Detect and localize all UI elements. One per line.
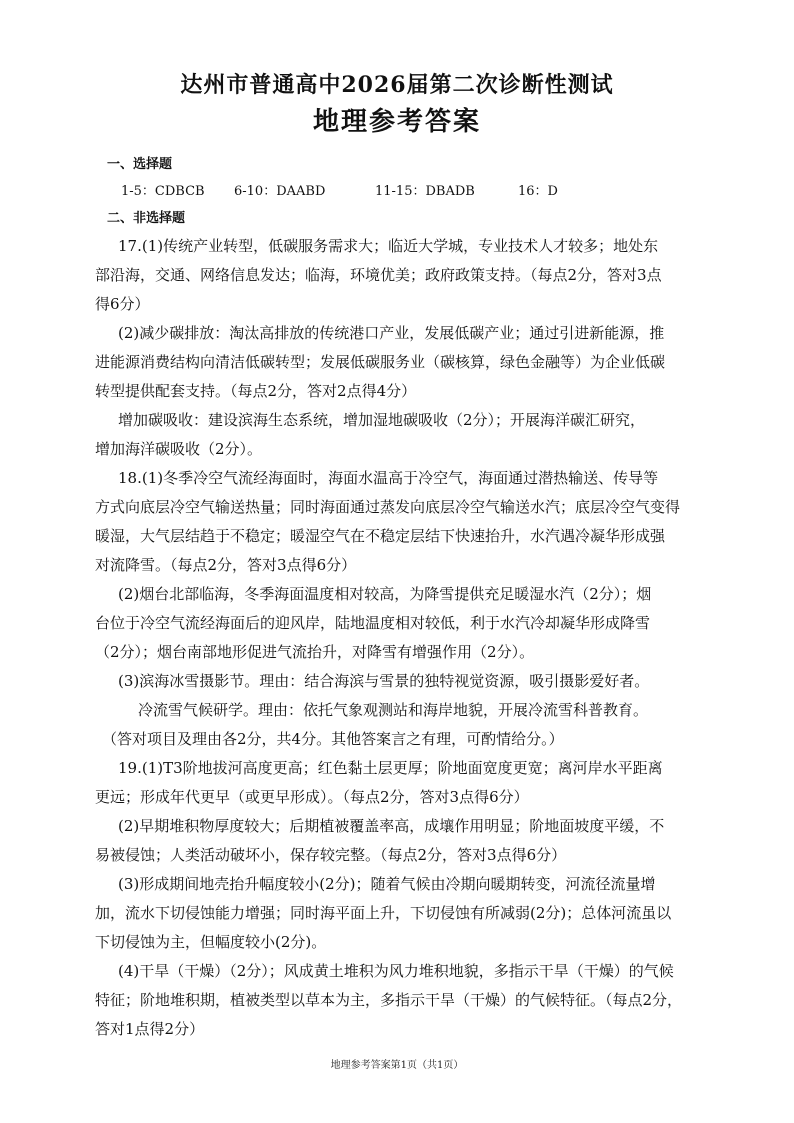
answer-line: 易被侵蚀；人类活动破坏小，保存较完整。（每点2分，答对3点得6分） [95, 846, 567, 864]
answer-line: (2)早期堆积物厚度较大；后期植被覆盖率高，成壤作用明显；阶地面坡度平缓，不 [118, 817, 665, 835]
answer-line: (3)滨海冰雪摄影节。理由：结合海滨与雪景的独特视觉资源，吸引摄影爱好者。 [118, 672, 650, 690]
answer-line: 暖湿，大气层结趋于不稳定；暖湿空气在不稳定层结下快速抬升，水汽遇冷凝华形成强 [95, 527, 666, 545]
answer-line: 特征；阶地堆积期，植被类型以草本为主，多指示干旱（干燥）的气候特征。（每点2分， [95, 991, 683, 1009]
exam-title: 达州市普通高中2026届第二次诊断性测试 [180, 72, 614, 98]
mc-answer-group: 6-10：DAABD [234, 184, 326, 199]
answer-line: 台位于冷空气流经海面后的迎风岸，陆地温度相对较低，利于水汽冷却凝华形成降雪 [95, 614, 651, 632]
answer-line: 方式向底层冷空气输送热量；同时海面通过蒸发向底层冷空气输送水汽；底层冷空气变得 [95, 498, 681, 516]
answer-line: 18.(1)冬季冷空气流经海面时，海面水温高于冷空气，海面通过潜热输送、传导等 [118, 469, 659, 487]
answer-key-title: 地理参考答案 [312, 107, 481, 137]
answer-line: (2)减少碳排放：淘汰高排放的传统港口产业，发展低碳产业；通过引进新能源，推 [118, 324, 665, 342]
section-heading-multiple-choice: 一、选择题 [107, 157, 173, 172]
answer-line: 增加碳吸收：建设滨海生态系统，增加湿地碳吸收（2分）；开展海洋碳汇研究， [118, 411, 646, 429]
answer-line: 进能源消费结构向清洁低碳转型；发展低碳服务业（碳核算，绿色金融等）为企业低碳 [95, 353, 666, 371]
multiple-choice-answers [0, 180, 794, 198]
answer-line: 更远；形成年代更早（或更早形成）。（每点2分，答对3点得6分） [95, 788, 529, 806]
mc-answer-group: 16：D [518, 184, 558, 199]
answer-line: 对流降雪。（每点2分，答对3点得6分） [95, 556, 357, 574]
answer-line: 冷流雪气候研学。理由：依托气象观测站和海岸地貌，开展冷流雪科普教育。 [138, 701, 649, 719]
answer-line: （答对项目及理由各2分，共4分。其他答案言之有理，可酌情给分。） [102, 730, 564, 748]
section-heading-free-response: 二、非选择题 [107, 211, 186, 226]
mc-answer-group: 11-15：DBADB [375, 184, 475, 199]
answer-line: 加，流水下切侵蚀能力增强；同时海平面上升，下切侵蚀有所减弱(2分)；总体河流虽以 [95, 904, 672, 922]
mc-answer-group: 1-5：CDBCB [121, 184, 205, 199]
answer-line: (4)干旱（干燥）（2分）；风成黄土堆积为风力堆积地貌，多指示干旱（干燥）的气候 [118, 962, 674, 980]
answer-line: 转型提供配套支持。（每点2分，答对2点得4分） [95, 382, 417, 400]
answer-line: 下切侵蚀为主，但幅度较小(2分)。 [95, 933, 327, 951]
answer-line: 19.(1)T3阶地拔河高度更高；红色黏土层更厚；阶地面宽度更宽；离河岸水平距离 [118, 759, 663, 777]
answer-line: 答对1点得2分） [95, 1020, 205, 1038]
answer-line: 部沿海，交通、网络信息发达；临海，环境优美；政府政策支持。（每点2分，答对3点 [95, 266, 662, 284]
answer-line: （2分）；烟台南部地形促进气流抬升，对降雪有增强作用（2分）。 [95, 643, 535, 661]
answer-line: 得6分） [95, 295, 150, 313]
page-footer: 地理参考答案第1页（共1页） [330, 1060, 464, 1071]
answer-line: (2)烟台北部临海，冬季海面温度相对较高，为降雪提供充足暖湿水汽（2分）；烟 [118, 585, 652, 603]
answer-line: 增加海洋碳吸收（2分）。 [95, 440, 263, 458]
answer-line: (3)形成期间地壳抬升幅度较小(2分)；随着气候由冷期向暖期转变，河流径流量增 [118, 875, 656, 893]
answer-line: 17.(1)传统产业转型，低碳服务需求大；临近大学城，专业技术人才较多；地处东 [118, 237, 659, 255]
